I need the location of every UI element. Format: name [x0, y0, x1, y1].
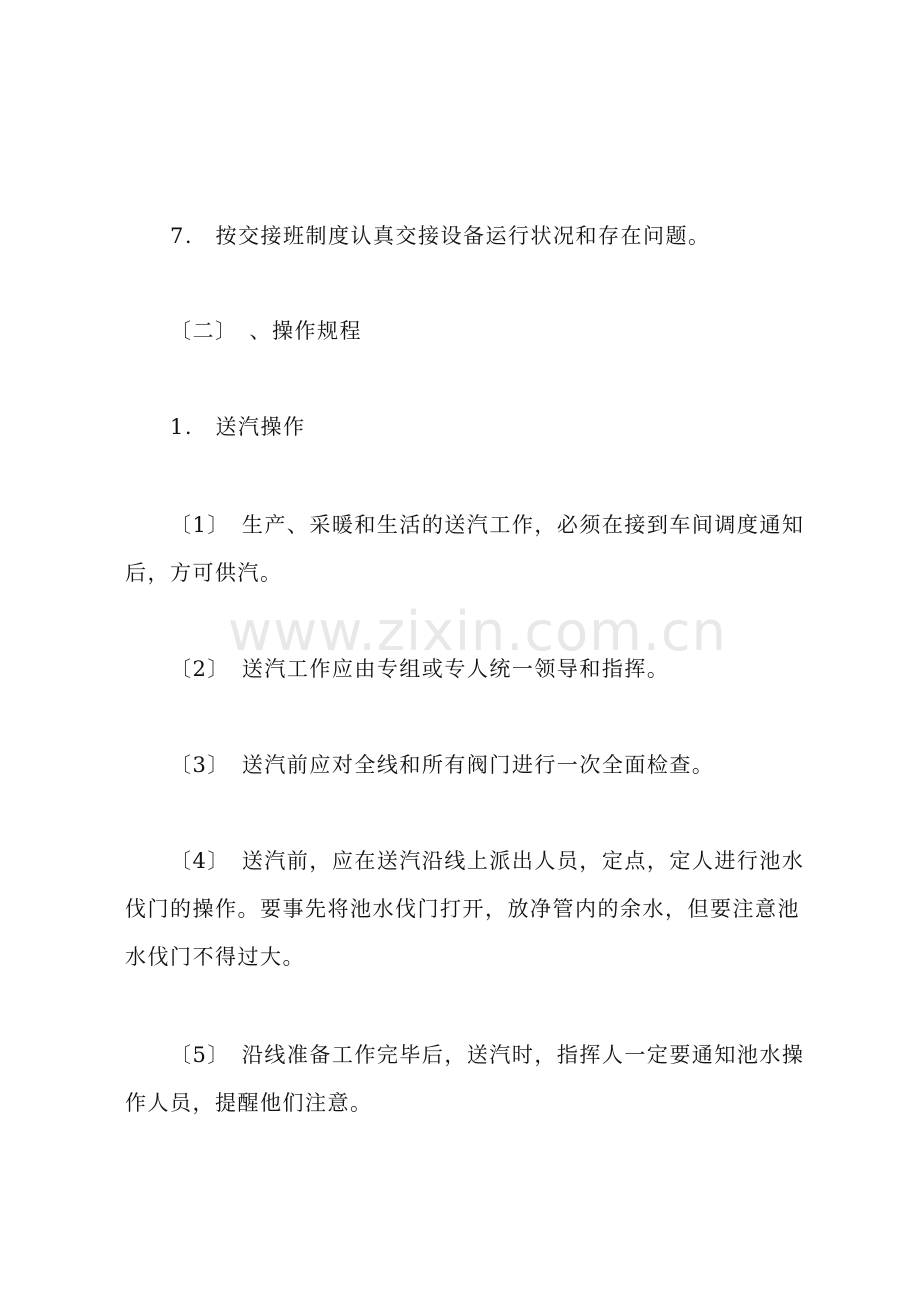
paragraph-2: 〔2〕 送汽工作应由专组或专人统一领导和指挥。: [170, 657, 670, 681]
paragraph-4-line-2: 伐门的操作。要事先将池水伐门打开，放净管内的余水，但要注意池: [125, 897, 800, 921]
paragraph-4-line-3: 水伐门不得过大。: [125, 945, 305, 969]
paragraph-5-line-2: 作人员，提醒他们注意。: [125, 1091, 373, 1115]
paragraph-1-line-2: 后，方可供汽。: [125, 561, 283, 585]
section-heading-operating-procedures: 〔二〕 、操作规程: [170, 319, 362, 343]
paragraph-5-line-1: 〔5〕 沿线准备工作完毕后，送汽时，指挥人一定要通知池水操: [170, 1043, 805, 1067]
watermark: www.zixin.com.cn: [228, 600, 727, 663]
paragraph-3: 〔3〕 送汽前应对全线和所有阀门进行一次全面检查。: [170, 753, 715, 777]
paragraph-1-line-1: 〔1〕 生产、采暖和生活的送汽工作，必须在接到车间调度通知: [170, 513, 805, 537]
list-item-7: 7. 按交接班制度认真交接设备运行状况和存在问题。: [170, 224, 711, 248]
subsection-heading-steam-supply: 1. 送汽操作: [170, 415, 306, 439]
paragraph-4-line-1: 〔4〕 送汽前，应在送汽沿线上派出人员，定点，定人进行池水: [170, 849, 805, 873]
